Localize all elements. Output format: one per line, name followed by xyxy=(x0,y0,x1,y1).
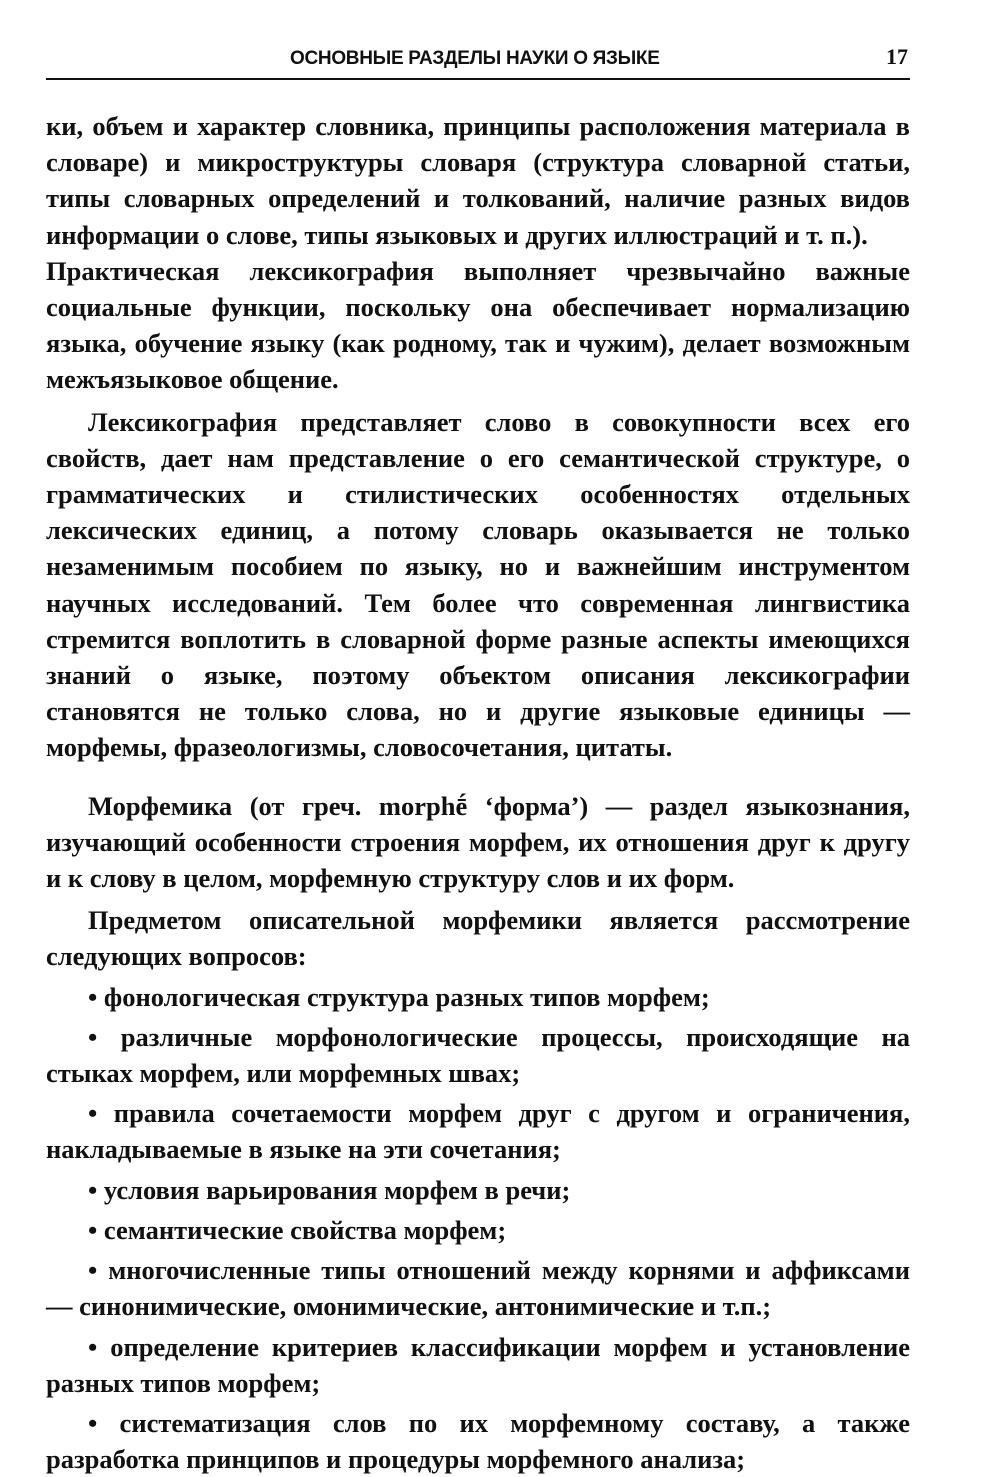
list-item: • различные морфонологические процессы, происходящие на стыках морфем, или морфемных швах; xyxy=(46,1021,910,1089)
body-text xyxy=(46,108,910,1477)
running-title: ОСНОВНЫЕ РАЗДЕЛЫ НАУКИ О ЯЗЫКЕ xyxy=(290,48,660,69)
list-item: • фонологическая структура разных типов морфем; xyxy=(88,981,710,1012)
term-descriptive: описательной xyxy=(248,905,415,936)
book-page xyxy=(46,0,910,1475)
paragraph-lexicography-structure: ки, объем и характер словника, принципы расположения материала в словаре) и микроструктуры словаря (структура словарной статьи, типы словарных определений и толкований, наличие разных видов информации о слове, типы языковых и других иллюстраций и т. п.). Практическая лексикография выполняет чрезвычайно важные социальные функции, поскольку она обеспечивает нормализацию языка, обучение языку (как родному, так и чужим), делает возможным межъязыковое общение. xyxy=(46,111,910,395)
list-item: • определение критериев классификации морфем и установление разных типов морфем; xyxy=(46,1331,910,1398)
list-item: • условия варьирования морфем в речи; xyxy=(88,1174,571,1205)
list-item: • семантические свойства морфем; xyxy=(88,1214,507,1245)
list-item: • многочисленные типы отношений между корнями и аффиксами — синонимические, омонимические, антонимические и т.п.; xyxy=(46,1255,910,1322)
term-morphemics: Морфемика xyxy=(88,790,233,821)
page-header xyxy=(46,0,910,80)
paragraph-lexicography-word: Лексикография представляет слово в совокупности всех его свойств, дает нам представление о его семантической структуре, о грамматических и стилистических особенностях отдельных лексических единиц, а потому словарь оказывается не только незаменимым пособием по языку, но и важнейшим инструментом научных исследований. Тем более что современная лингвистика стремится воплотить в словарной форме разные аспекты имеющихся знаний о языке, поэтому объектом описания лексикографии становятся не только слова, но и другие языковые единицы — морфемы, фразеологизмы, словосочетания, цитаты. xyxy=(46,406,910,763)
paragraph-morphemics-definition: Морфемика (от греч. morphḗ ‘форма’) — раздел языкознания, изучающий особенности строения морфем, их отношения друг к другу и к слову в целом, морфемную структуру слов и их форм. xyxy=(46,790,910,894)
paragraph-descriptive-morphemics: Предметом описательной морфемики является рассмотрение следующих вопросов: xyxy=(46,905,910,972)
list-item: • правила сочетаемости морфем друг с другом и ограничения, накладываемые в языке на эти сочетания; xyxy=(46,1098,910,1165)
term-practical: Практическая xyxy=(46,255,220,286)
list-item: • систематизация слов по их морфемному составу, а также разработка принципов и процедуры морфемного анализа; xyxy=(46,1407,910,1475)
page-number: 17 xyxy=(886,44,908,69)
